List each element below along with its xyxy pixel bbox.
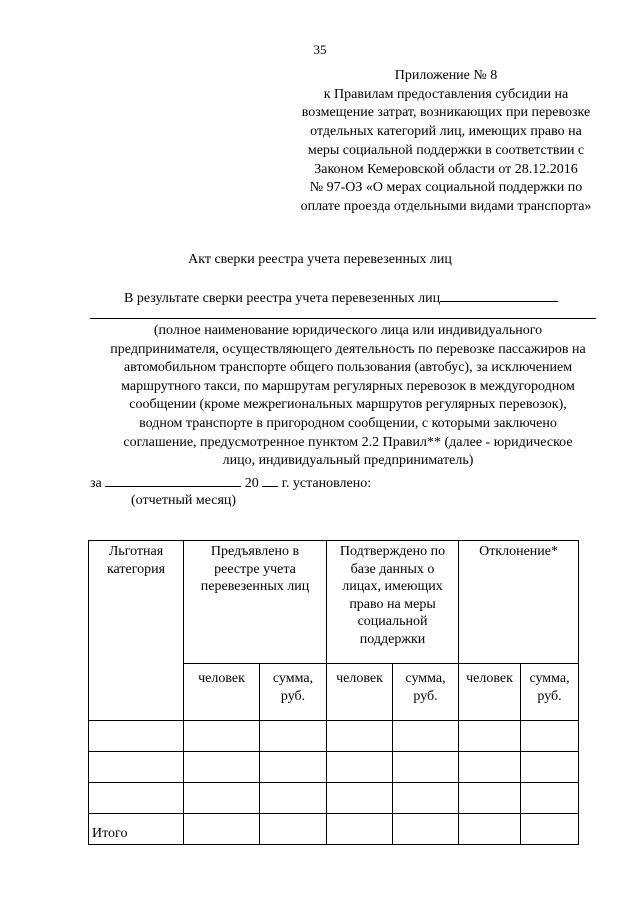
year-blank[interactable]	[262, 472, 278, 487]
appendix-line: возмещение затрат, возникающих при перевозке	[301, 105, 591, 121]
table-cell[interactable]	[327, 721, 393, 752]
page-number: 35	[313, 42, 327, 57]
subheader-sum: сумма, руб.	[521, 664, 579, 721]
table-cell[interactable]	[521, 814, 579, 845]
table-cell[interactable]	[260, 721, 327, 752]
period-prefix: за	[90, 476, 102, 491]
table-cell[interactable]	[393, 752, 459, 783]
appendix-line: оплате проезда отдельными видами транспорта»	[300, 198, 592, 214]
month-blank[interactable]	[105, 472, 241, 487]
hint-line: водном транспорте в пригородном сообщении, с которыми заключено	[139, 415, 557, 431]
table-cell[interactable]	[459, 752, 521, 783]
document-title: Акт сверки реестра учета перевезенных лиц	[188, 252, 452, 267]
year-prefix: 20	[244, 476, 259, 491]
table-cell[interactable]	[184, 752, 260, 783]
table-cell[interactable]	[260, 814, 327, 845]
table-cell[interactable]	[260, 783, 327, 814]
appendix-line: меры социальной поддержки в соответствии с	[307, 142, 585, 158]
table-row	[89, 752, 579, 783]
table-cell[interactable]	[327, 783, 393, 814]
table-total-row	[89, 814, 579, 845]
period-suffix: г. установлено:	[281, 476, 372, 491]
subheader-people: человек	[327, 664, 393, 721]
table-cell[interactable]	[459, 814, 521, 845]
hint-line: соглашение, предусмотренное пунктом 2.2 Правил** (далее - юридическое	[123, 434, 573, 450]
period-line	[90, 472, 371, 492]
table-cell[interactable]	[393, 721, 459, 752]
header-confirmed: Подтверждено по базе данных о лицах, имеющих право на меры социальной поддержки	[327, 541, 459, 664]
appendix-line: Законом Кемеровской области от 28.12.2016	[314, 161, 578, 177]
table-cell[interactable]	[521, 721, 579, 752]
table-cell[interactable]	[260, 752, 327, 783]
intro-text: В результате сверки реестра учета перевезенных лиц	[124, 291, 441, 306]
period-hint: (отчетный месяц)	[131, 493, 237, 508]
carrier-name-blank[interactable]	[440, 287, 558, 302]
subheader-sum: сумма, руб.	[260, 664, 327, 721]
table-cell[interactable]	[184, 783, 260, 814]
appendix-block	[268, 67, 624, 217]
table-row	[89, 783, 579, 814]
table-cell[interactable]	[459, 783, 521, 814]
appendix-line: № 97-ОЗ «О мерах социальной поддержки по	[309, 180, 583, 196]
appendix-line: отдельных категорий лиц, имеющих право на	[310, 124, 582, 140]
carrier-name-full-line[interactable]	[90, 318, 596, 319]
table-cell[interactable]	[89, 783, 184, 814]
appendix-line: Приложение № 8	[394, 68, 498, 83]
header-deviation: Отклонение*	[459, 541, 579, 664]
reconciliation-table	[88, 540, 579, 845]
table-cell[interactable]	[89, 752, 184, 783]
table-row	[89, 721, 579, 752]
table-cell[interactable]	[459, 721, 521, 752]
table-cell[interactable]	[89, 721, 184, 752]
table-cell[interactable]	[393, 814, 459, 845]
table-cell[interactable]	[327, 814, 393, 845]
hint-line: сообщении (кроме межрегиональных маршрутов регулярных перевозок),	[129, 397, 567, 413]
hint-line: автомобильном транспорте общего пользования (автобус), за исключением	[123, 360, 573, 376]
table-cell[interactable]	[521, 752, 579, 783]
carrier-name-hint	[90, 322, 606, 471]
header-presented: Предъявлено в реестре учета перевезенных лиц	[184, 541, 327, 664]
hint-line: маршрутного такси, по маршрутам регулярных перевозок в междугородном	[121, 378, 575, 394]
table-cell[interactable]	[184, 814, 260, 845]
table-cell[interactable]	[521, 783, 579, 814]
hint-line: предпринимателя, осуществляющего деятельность по перевозке пассажиров на	[110, 341, 586, 357]
table-cell[interactable]	[327, 752, 393, 783]
table-cell[interactable]	[393, 783, 459, 814]
subheader-people: человек	[459, 664, 521, 721]
total-label: Итого	[89, 814, 184, 845]
appendix-line: к Правилам предоставления субсидии на	[323, 86, 569, 102]
table-header-row	[89, 541, 579, 664]
intro-line	[124, 287, 558, 307]
subheader-sum: сумма, руб.	[393, 664, 459, 721]
header-category: Льготная категория	[89, 541, 184, 721]
subheader-people: человек	[184, 664, 260, 721]
hint-line: лицо, индивидуальный предприниматель)	[222, 453, 474, 469]
hint-line: (полное наименование юридического лица или индивидуального	[153, 323, 543, 338]
table-cell[interactable]	[184, 721, 260, 752]
